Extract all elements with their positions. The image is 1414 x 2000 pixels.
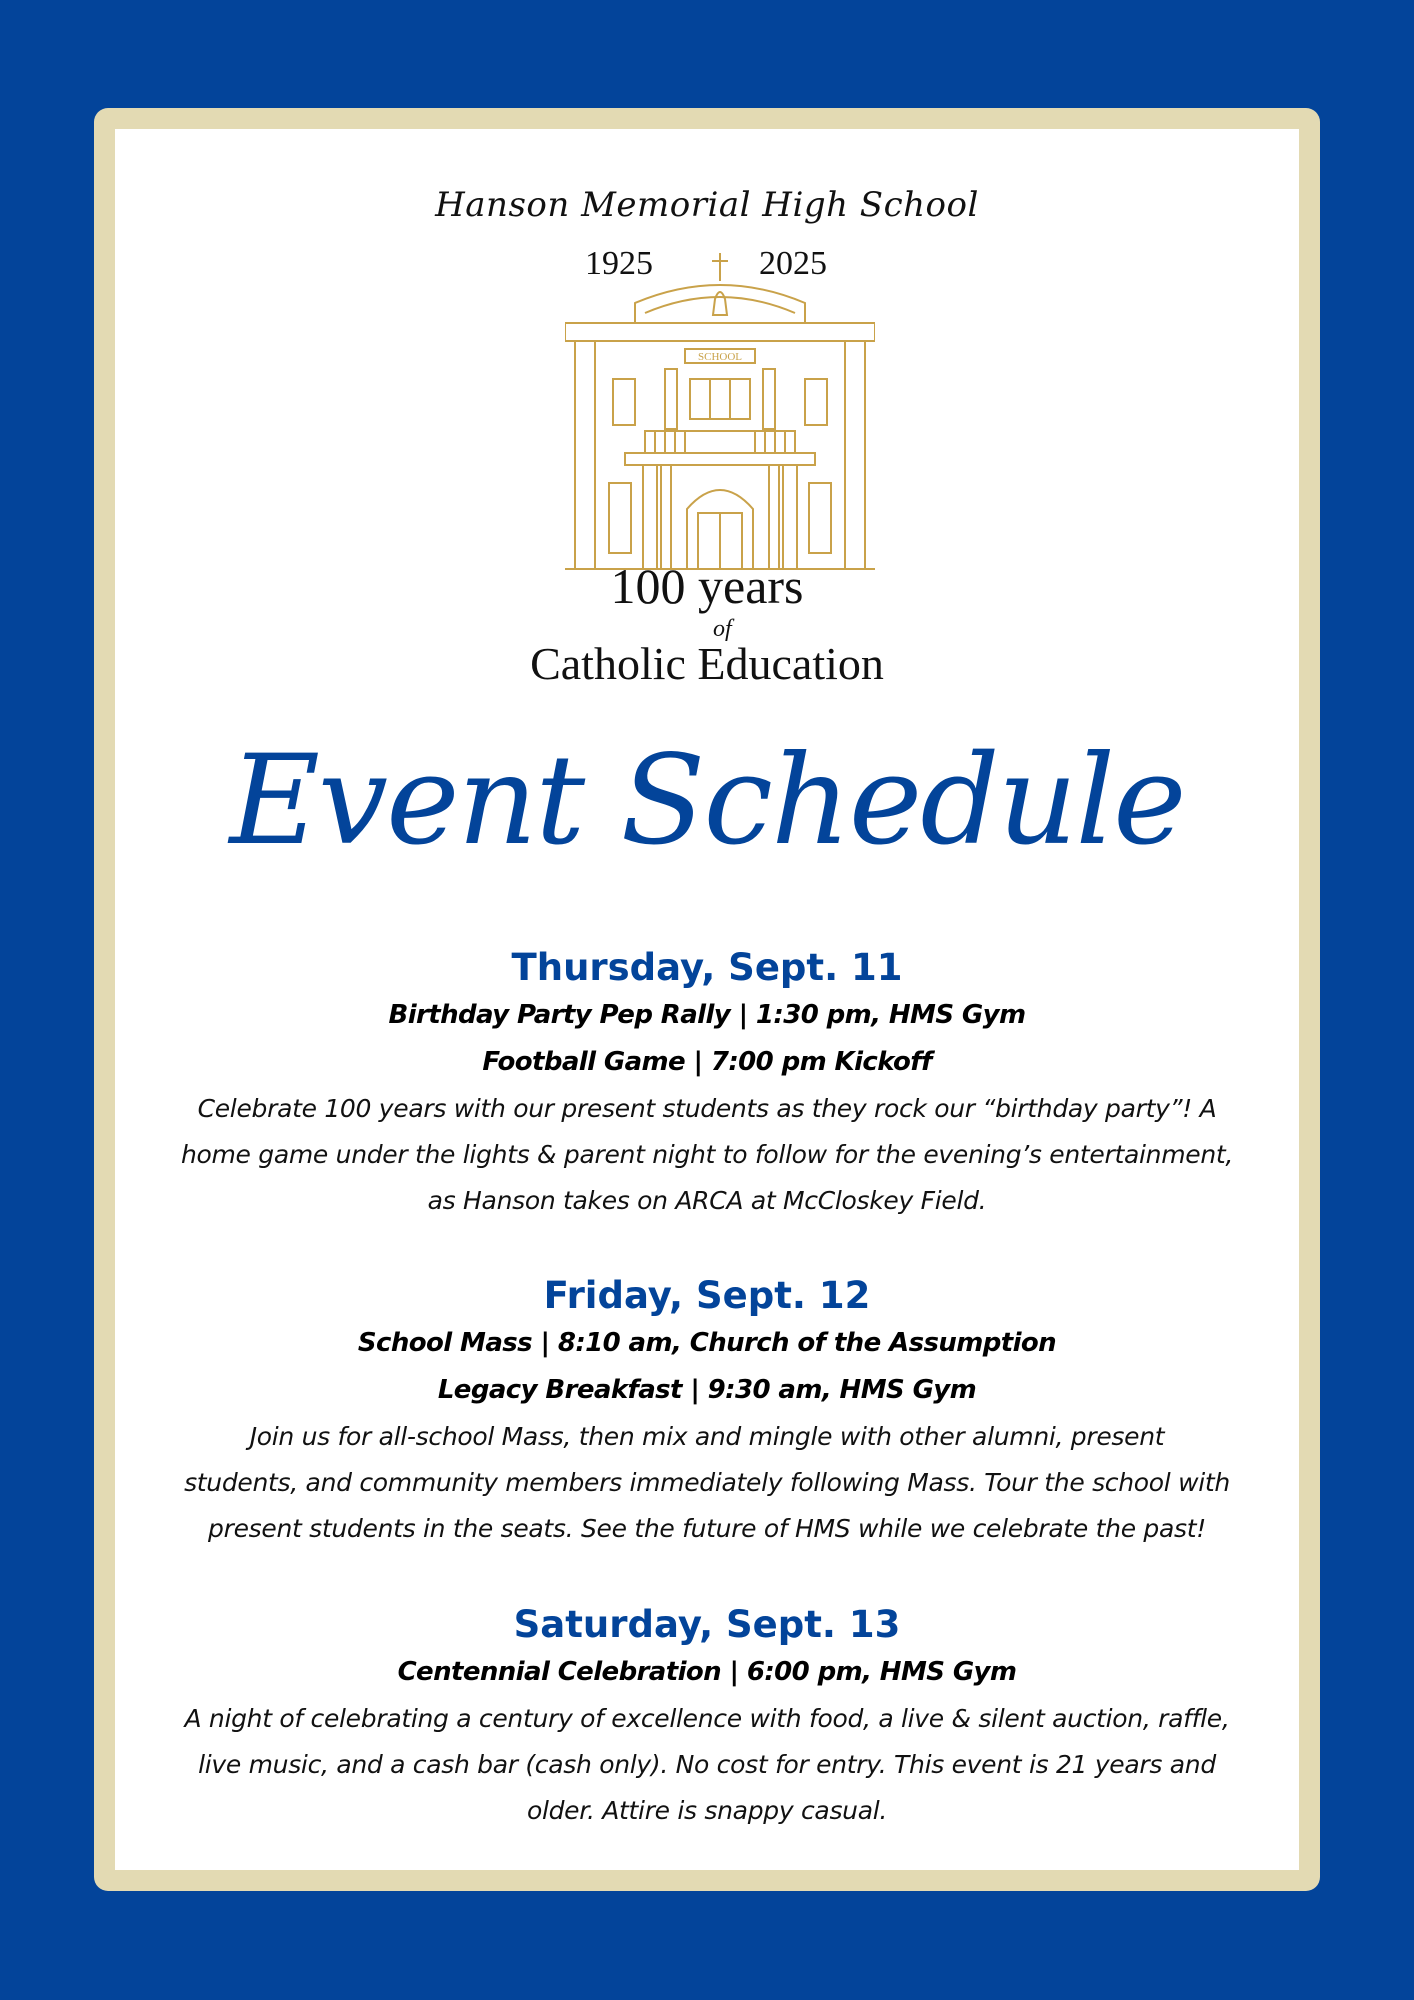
day-description-line: present students in the seats. See the future of HMS while we celebrate the past! <box>208 1514 1206 1543</box>
school-name: Hanson Memorial High School <box>435 185 979 225</box>
day-description-line: Celebrate 100 years with our present students as they rock our “birthday party”! A <box>197 1094 1217 1123</box>
hundred-years-text: 100 years <box>610 558 804 614</box>
day-section-friday <box>115 1272 1299 1552</box>
day-description-line: students, and community members immediately following Mass. Tour the school with <box>184 1468 1230 1497</box>
of-text: of <box>713 616 732 642</box>
day-description-line: older. Attire is snappy casual. <box>526 1796 888 1825</box>
day-section-saturday <box>115 1601 1299 1834</box>
year-end: 2025 <box>759 245 827 282</box>
day-section-thursday <box>115 944 1299 1224</box>
day-description-line: home game under the lights & parent night to follow for the evening’s entertainment, <box>180 1140 1234 1169</box>
poster-card <box>115 129 1299 1870</box>
event-line: Birthday Party Pep Rally | 1:30 pm, HMS Gym <box>388 1000 1026 1030</box>
school-sign-text: SCHOOL <box>697 351 743 363</box>
poster-frame <box>94 108 1320 1891</box>
catholic-education-text: Catholic Education <box>530 638 884 689</box>
day-heading: Saturday, Sept. 13 <box>513 1603 901 1646</box>
event-line: Legacy Breakfast | 9:30 am, HMS Gym <box>437 1375 977 1405</box>
day-heading: Thursday, Sept. 11 <box>511 946 903 989</box>
day-description-line: Join us for all-school Mass, then mix and mingle with other alumni, present <box>249 1422 1165 1451</box>
event-line: School Mass | 8:10 am, Church of the Assumption <box>357 1328 1057 1358</box>
year-start: 1925 <box>585 245 653 282</box>
event-line: Centennial Celebration | 6:00 pm, HMS Gym <box>397 1657 1017 1687</box>
day-heading: Friday, Sept. 12 <box>543 1274 871 1317</box>
school-building-illustration <box>565 251 875 571</box>
event-schedule-title: Event Schedule <box>229 729 1185 873</box>
event-line: Football Game | 7:00 pm Kickoff <box>482 1047 932 1077</box>
day-description-line: live music, and a cash bar (cash only). No cost for entry. This event is 21 years and <box>198 1750 1216 1779</box>
day-description-line: as Hanson takes on ARCA at McCloskey Field. <box>427 1186 987 1215</box>
day-description-line: A night of celebrating a century of excellence with food, a live & silent auction, raffle, <box>184 1704 1230 1733</box>
